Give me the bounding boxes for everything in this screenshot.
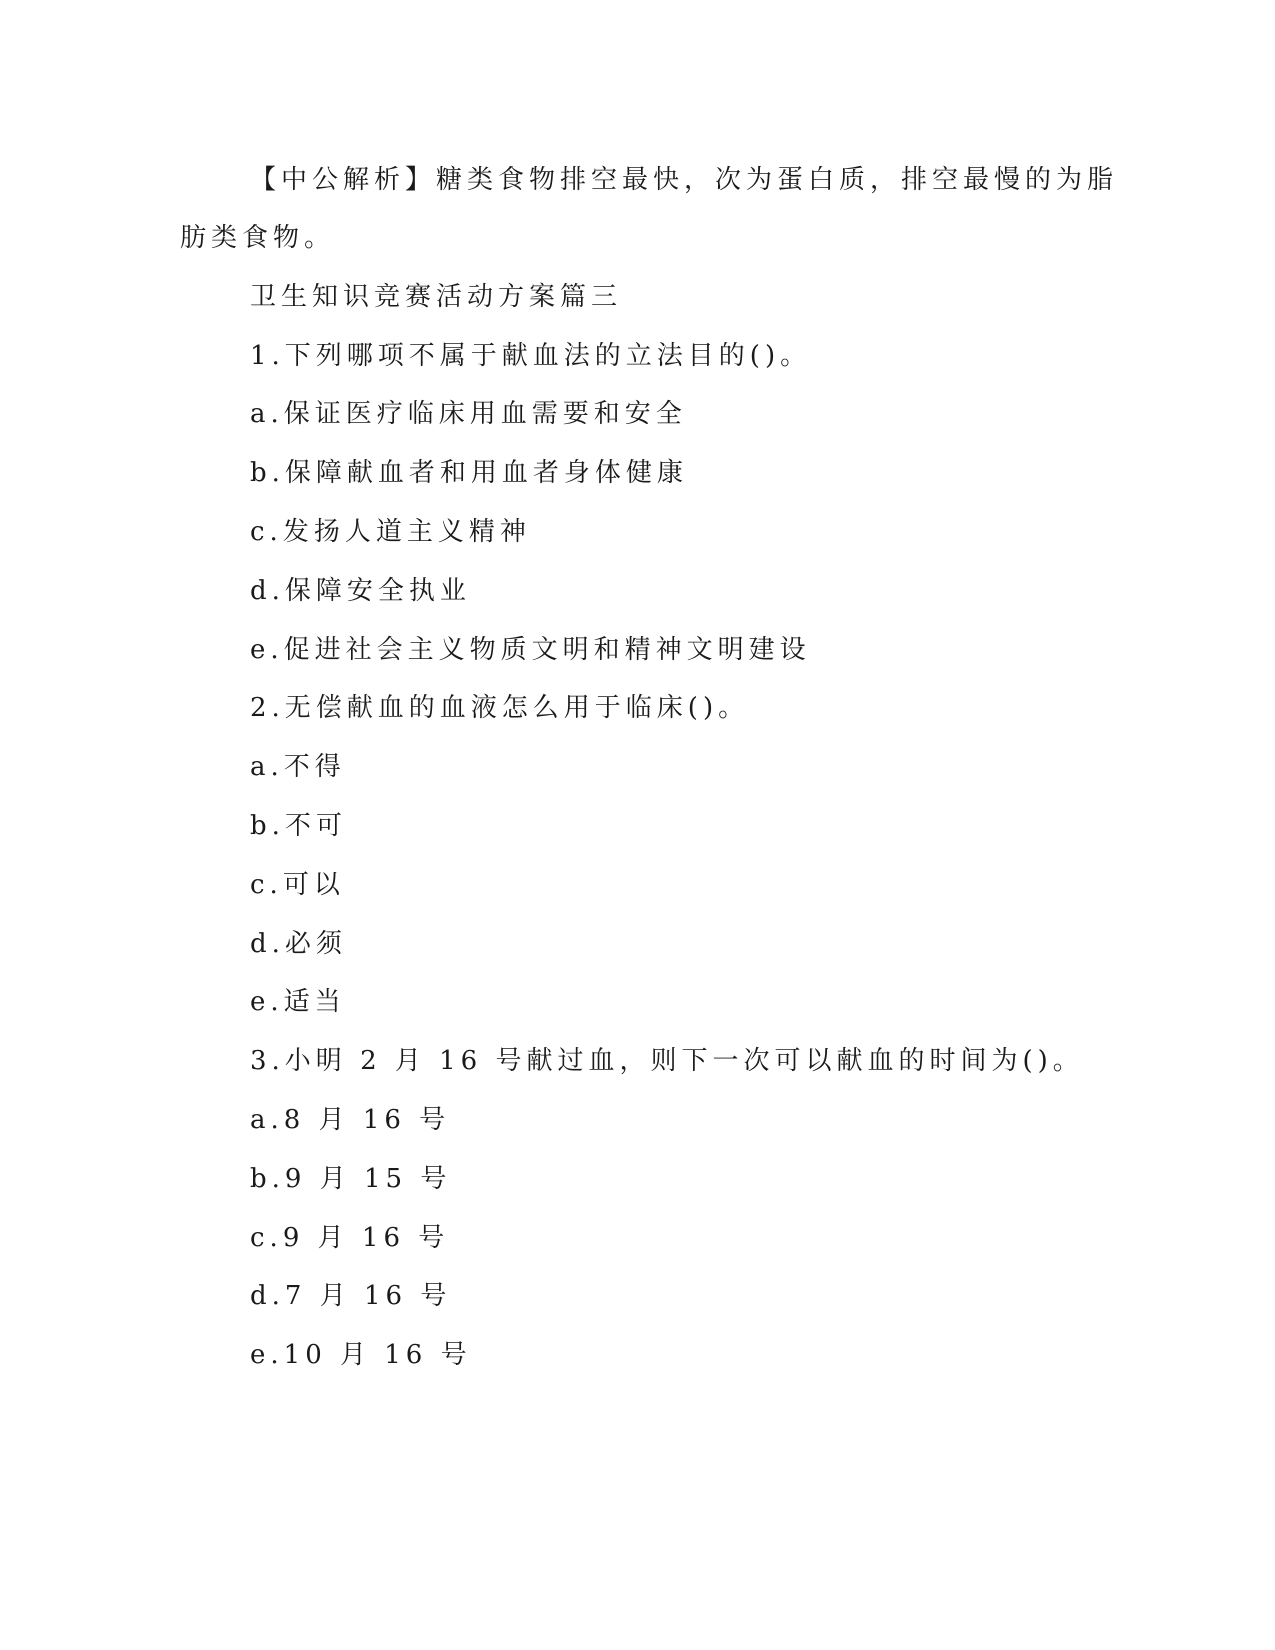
question-1: 1.下列哪项不属于献血法的立法目的()。 xyxy=(250,341,812,371)
analysis-line-2: 肪类食物。 xyxy=(180,223,336,253)
question-3: 3.小明 2 月 16 号献过血，则下一次可以献血的时间为()。 xyxy=(250,1046,1084,1076)
question-1-option-a: a.保证医疗临床用血需要和安全 xyxy=(250,399,687,429)
section-heading: 卫生知识竞赛活动方案篇三 xyxy=(250,282,623,312)
question-2-option-d: d.必须 xyxy=(250,929,347,959)
question-3-option-b: b.9 月 15 号 xyxy=(250,1164,452,1194)
question-1-option-e: e.促进社会主义物质文明和精神文明建设 xyxy=(250,635,811,665)
question-1-option-b: b.保障献血者和用血者身体健康 xyxy=(250,458,688,488)
question-2-option-e: e.适当 xyxy=(250,987,346,1017)
question-3-option-e: e.10 月 16 号 xyxy=(250,1340,472,1370)
question-2: 2.无偿献血的血液怎么用于临床()。 xyxy=(250,693,750,723)
analysis-line-1: 【中公解析】糖类食物排空最快，次为蛋白质，排空最慢的为脂 xyxy=(250,165,1119,195)
question-2-option-b: b.不可 xyxy=(250,811,347,841)
question-2-option-a: a.不得 xyxy=(250,752,346,782)
question-3-option-a: a.8 月 16 号 xyxy=(250,1105,451,1135)
question-3-option-c: c.9 月 16 号 xyxy=(250,1223,450,1253)
question-1-option-c: c.发扬人道主义精神 xyxy=(250,517,531,547)
question-3-option-d: d.7 月 16 号 xyxy=(250,1281,452,1311)
question-2-option-c: c.可以 xyxy=(250,870,345,900)
question-1-option-d: d.保障安全执业 xyxy=(250,576,471,606)
